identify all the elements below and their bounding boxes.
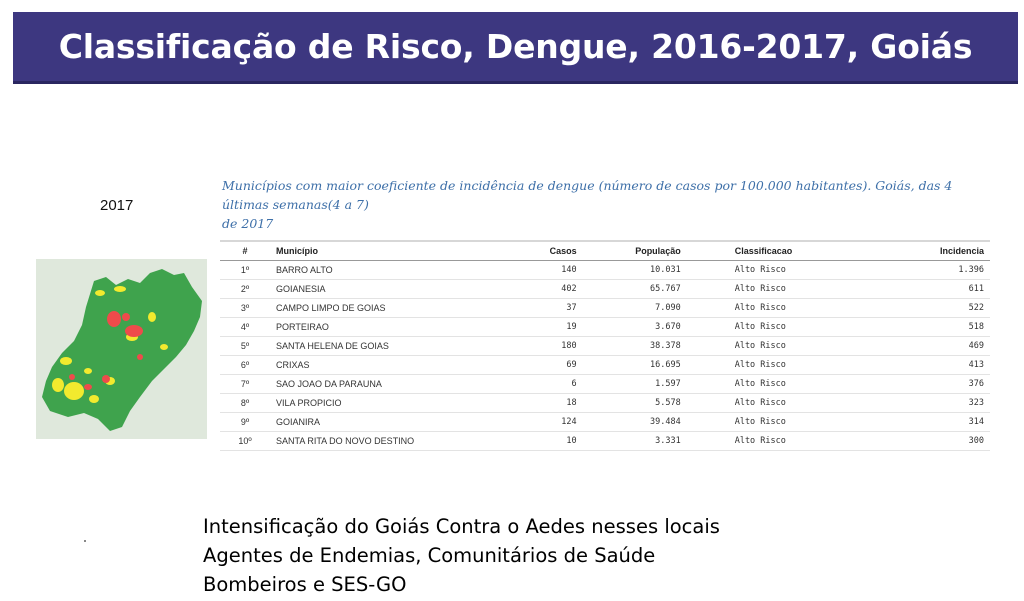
cell-rank: 6º (220, 356, 270, 375)
cell-casos: 124 (512, 413, 583, 432)
cell-rank: 7º (220, 375, 270, 394)
cell-rank: 8º (220, 394, 270, 413)
cell-casos: 69 (512, 356, 583, 375)
cell-populacao: 38.378 (583, 337, 687, 356)
cell-municipio: SAO JOAO DA PARAUNA (270, 375, 512, 394)
cell-incidencia: 611 (889, 280, 990, 299)
cell-rank: 2º (220, 280, 270, 299)
action-line-2: Agentes de Endemias, Comunitários de Saúde (203, 544, 656, 567)
cell-rank: 3º (220, 299, 270, 318)
table-row (220, 280, 990, 299)
cell-rank: 4º (220, 318, 270, 337)
cell-casos: 402 (512, 280, 583, 299)
cell-rank: 10º (220, 432, 270, 451)
table-header-row (220, 241, 990, 261)
cell-casos: 10 (512, 432, 583, 451)
stray-dot (84, 540, 86, 542)
cell-incidencia: 522 (889, 299, 990, 318)
cell-casos: 37 (512, 299, 583, 318)
table-row (220, 413, 990, 432)
table-row (220, 356, 990, 375)
cell-incidencia: 323 (889, 394, 990, 413)
cell-incidencia: 518 (889, 318, 990, 337)
cell-casos: 180 (512, 337, 583, 356)
cell-municipio: VILA PROPICIO (270, 394, 512, 413)
cell-incidencia: 469 (889, 337, 990, 356)
cell-municipio: BARRO ALTO (270, 261, 512, 280)
cell-casos: 18 (512, 394, 583, 413)
cell-municipio: PORTEIRAO (270, 318, 512, 337)
table-body (220, 261, 990, 451)
cell-municipio: GOIANIRA (270, 413, 512, 432)
cell-populacao: 7.090 (583, 299, 687, 318)
cell-rank: 1º (220, 261, 270, 280)
header-municipio: Município (270, 241, 512, 261)
cell-incidencia: 314 (889, 413, 990, 432)
slide-title: Classificação de Risco, Dengue, 2016-2017, Goiás (58, 27, 973, 66)
cell-classificacao: Alto Risco (687, 432, 889, 451)
cell-classificacao: Alto Risco (687, 375, 889, 394)
cell-populacao: 65.767 (583, 280, 687, 299)
cell-populacao: 3.331 (583, 432, 687, 451)
cell-classificacao: Alto Risco (687, 413, 889, 432)
cell-populacao: 5.578 (583, 394, 687, 413)
title-banner (13, 12, 1018, 84)
cell-classificacao: Alto Risco (687, 337, 889, 356)
cell-casos: 19 (512, 318, 583, 337)
goias-risk-map (36, 259, 207, 439)
cell-municipio: SANTA RITA DO NOVO DESTINO (270, 432, 512, 451)
header-incidencia: Incidencia (889, 241, 990, 261)
table-row (220, 261, 990, 280)
incidence-table (220, 240, 990, 451)
cell-populacao: 3.670 (583, 318, 687, 337)
cell-municipio: CRIXAS (270, 356, 512, 375)
table-row (220, 394, 990, 413)
header-rank: # (220, 241, 270, 261)
cell-classificacao: Alto Risco (687, 280, 889, 299)
cell-populacao: 39.484 (583, 413, 687, 432)
cell-classificacao: Alto Risco (687, 356, 889, 375)
header-casos: Casos (512, 241, 583, 261)
table-row (220, 375, 990, 394)
caption-line-1: Municípios com maior coeficiente de incidência de dengue (número de casos por 100.000 habitantes). Goiás, das 4 últimas semanas(4 a 7) (222, 178, 953, 212)
cell-populacao: 10.031 (583, 261, 687, 280)
cell-classificacao: Alto Risco (687, 261, 889, 280)
action-line-1: Intensificação do Goiás Contra o Aedes nesses locais (203, 515, 720, 538)
cell-rank: 9º (220, 413, 270, 432)
table-row (220, 318, 990, 337)
cell-municipio: SANTA HELENA DE GOIAS (270, 337, 512, 356)
cell-incidencia: 300 (889, 432, 990, 451)
cell-populacao: 1.597 (583, 375, 687, 394)
year-label: 2017 (100, 197, 134, 214)
cell-rank: 5º (220, 337, 270, 356)
cell-populacao: 16.695 (583, 356, 687, 375)
cell-casos: 140 (512, 261, 583, 280)
cell-incidencia: 1.396 (889, 261, 990, 280)
map-graphic (36, 259, 207, 439)
cell-classificacao: Alto Risco (687, 318, 889, 337)
caption-line-2: de 2017 (222, 216, 274, 231)
cell-municipio: GOIANESIA (270, 280, 512, 299)
header-populacao: População (583, 241, 687, 261)
table-row (220, 432, 990, 451)
cell-municipio: CAMPO LIMPO DE GOIAS (270, 299, 512, 318)
cell-classificacao: Alto Risco (687, 394, 889, 413)
table-caption (222, 176, 992, 233)
cell-incidencia: 413 (889, 356, 990, 375)
cell-incidencia: 376 (889, 375, 990, 394)
cell-classificacao: Alto Risco (687, 299, 889, 318)
table-row (220, 337, 990, 356)
cell-casos: 6 (512, 375, 583, 394)
table-row (220, 299, 990, 318)
header-classificacao: Classificacao (687, 241, 889, 261)
action-line-3: Bombeiros e SES-GO (203, 573, 407, 596)
action-text (203, 512, 720, 599)
